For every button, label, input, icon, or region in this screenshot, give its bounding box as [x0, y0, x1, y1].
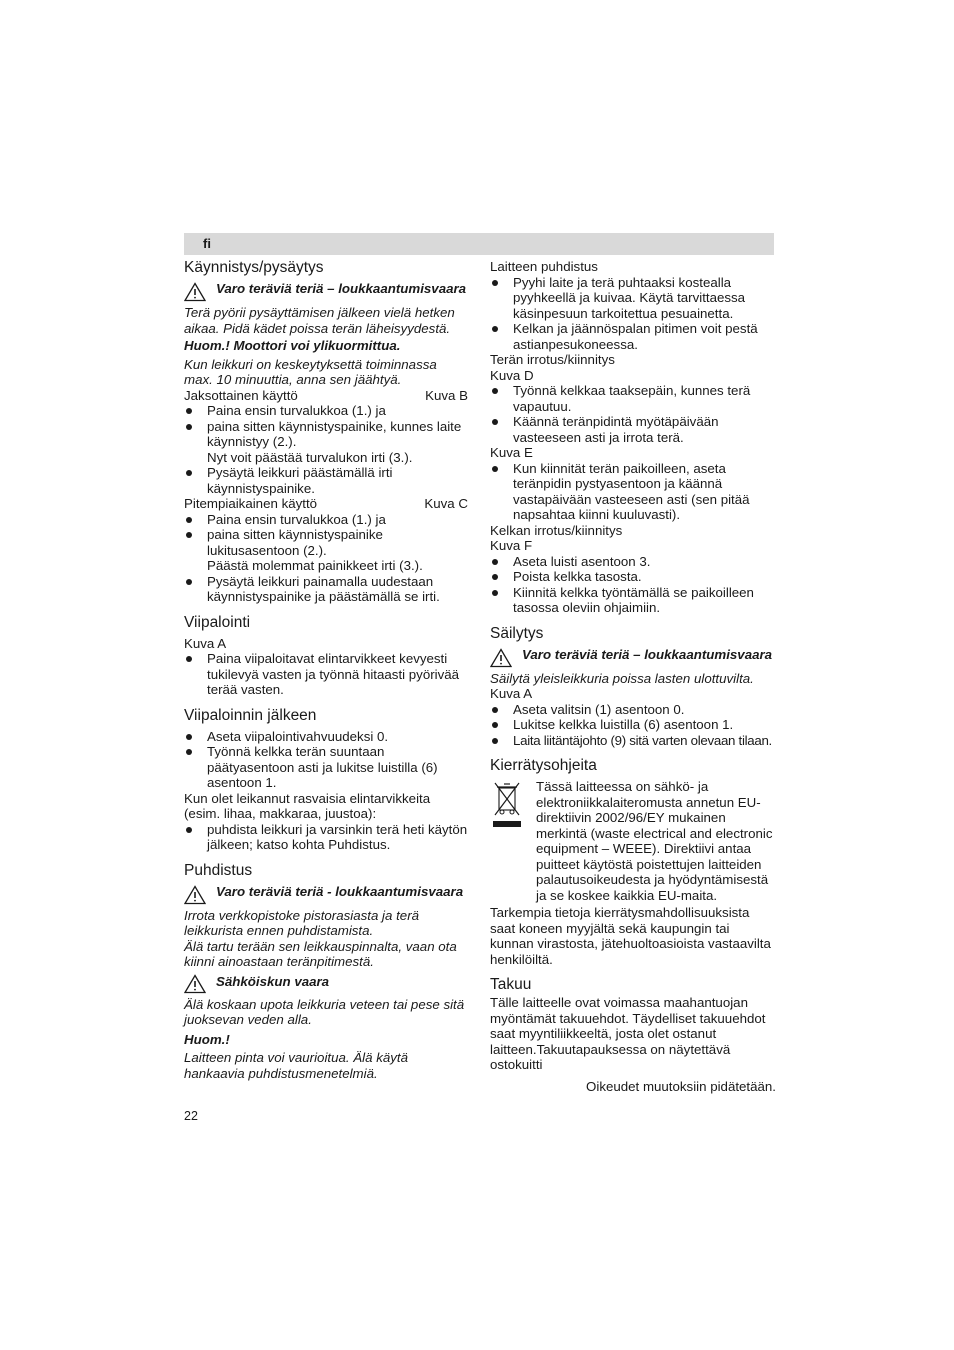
motor-text: Kun leikkuri on keskeytyksettä toiminnassa max. 10 minuuttia, anna sen jäähtyä. — [184, 356, 437, 387]
blade-title: Terän irrotus/kiinnitys — [490, 352, 615, 367]
shock-text: Älä koskaan upota leikkuria veteen tai pese sitä juoksevan veden alla. — [184, 996, 465, 1027]
list-item: paina sitten käynnistyspainike, kunnes laite käynnistyy (2.). Nyt voit päästää turvalukon irti (3.). — [184, 419, 468, 466]
list-item: Aseta viipalointivahvuudeksi 0. — [184, 729, 468, 745]
after-list-2 — [184, 822, 468, 853]
clean-title: Puhdistus — [184, 861, 253, 879]
warning-triangle-icon — [490, 648, 512, 668]
start-warning: Varo teräviä teriä – loukkaantumisvaara — [184, 281, 468, 302]
long-header: Pitempiaikainen käyttö Kuva C — [184, 496, 468, 511]
intermittent-header: Jaksottainen käyttö Kuva B — [184, 387, 468, 403]
list-item: Aseta valitsin (1) asentoon 0. — [490, 702, 776, 718]
recycle-block — [490, 779, 776, 903]
slicing-list — [184, 651, 468, 698]
device-clean-list — [490, 275, 776, 353]
after-list — [184, 729, 468, 791]
long-list — [184, 512, 468, 605]
blade-fig-d: Kuva D — [490, 367, 534, 383]
slicing-title: Viipalointi — [184, 613, 251, 631]
warning-triangle-icon — [184, 282, 206, 302]
right-column — [490, 259, 776, 1094]
list-item: paina sitten käynnistyspainike lukitusasentoon (2.). Päästä molemmat painikkeet irti (3.). — [184, 527, 468, 574]
rights-note: Oikeudet muutoksiin pidätetään. — [586, 1078, 776, 1094]
language-bar — [184, 233, 774, 255]
after-text: Kun olet leikannut rasvaisia elintarvikkeita (esim. lihaa, makkaraa, juustoa): — [184, 790, 431, 821]
warranty-title: Takuu — [490, 976, 532, 993]
recycle-text: Tässä laitteessa on sähkö- ja elektroniikkalaiteromusta annetun EU-direktiivin 2002/96/EY mukainen merkintä (waste electrical and electronic equipment – WEEE). Direktiivi antaa puitteet käytöstä poistettujen laitteiden palautusoikeudesta ja hyödyntämisestä ja se koskee kaikkia EU-maita. — [536, 779, 773, 903]
note-title: Huom.! — [184, 1031, 230, 1047]
crossed-bin-icon — [490, 779, 524, 829]
list-item: Kelkan ja jäännöspalan pitimen voit pestä astianpesukoneessa. — [490, 321, 776, 352]
list-item: Pyyhi laite ja terä puhtaaksi kostealla pyyhkeellä ja kuivaa. Käytä tarvittaessa käsinpesuun tarkoitettua pesuainetta. — [490, 275, 776, 322]
start-title: Käynnistys/pysäytys — [184, 259, 324, 276]
list-item: Pysäytä leikkuri päästämällä irti käynnistyspainike. — [184, 465, 468, 496]
list-item: Kun kiinnität terän paikoilleen, aseta teränpidin pystyasentoon ja käännä vastapäivään vasteeseen asti (sen pitää napsahtaa kiinni kuuluvasti). — [490, 461, 776, 523]
warning-triangle-icon — [184, 885, 206, 905]
list-item: Käännä teränpidintä myötäpäivään vasteeseen asti ja irrota terä. — [490, 414, 776, 445]
blade-list — [490, 383, 776, 445]
language-code: fi — [203, 236, 211, 251]
start-warning-text: Terä pyörii pysäyttämisen jälkeen vielä hetken aikaa. Pidä kädet poissa terän läheisyydestä. — [184, 305, 455, 336]
shock-warning: Sähköiskun vaara — [184, 973, 468, 994]
after-title: Viipaloinnin jälkeen — [184, 706, 317, 724]
list-item: Työnnä kelkka terän suuntaan päätyasentoon asti ja lukitse luistilla (6) asentoon 1. — [184, 744, 468, 791]
slicing-fig: Kuva A — [184, 635, 227, 651]
list-item: Työnnä kelkkaa taaksepäin, kunnes terä vapautuu. — [490, 383, 776, 414]
carriage-fig: Kuva F — [490, 538, 533, 553]
clean-warning: Varo teräviä teriä - loukkaantumisvaara — [184, 884, 468, 905]
list-item: Aseta luisti asentoon 3. — [490, 554, 776, 570]
list-item: Paina ensin turvalukkoa (1.) ja — [184, 403, 468, 419]
clean-text-2: Älä tartu terään sen leikkauspinnalta, vaan ota kiinni ainoastaan teränpitimestä. — [184, 938, 457, 969]
storage-fig: Kuva A — [490, 686, 533, 701]
page-number: 22 — [184, 1109, 198, 1123]
list-item: Lukitse kelkka luistilla (6) asentoon 1. — [490, 717, 776, 733]
carriage-list — [490, 554, 776, 616]
storage-text: Säilytä yleisleikkuria poissa lasten ulottuvilta. — [490, 670, 754, 686]
list-item: Paina viipaloitavat elintarvikkeet kevyesti tukilevyä vasten ja työnnä hitaasti pyörivää terää vasten. — [184, 651, 468, 698]
motor-note: Huom.! Moottori voi ylikuormittua. — [184, 338, 401, 353]
warranty-text: Tälle laitteelle ovat voimassa maahantuojan myöntämät takuuehdot. Täydelliset takuuehdot saat myyntiliikkeeltä, josta olet ostanut laitteen.Takuutapauksessa on näytettävä ostokuitti — [490, 995, 766, 1072]
list-item: Paina ensin turvalukkoa (1.) ja — [184, 512, 468, 528]
blade-list-2 — [490, 461, 776, 523]
recycle-title: Kierrätysohjeita — [490, 757, 597, 774]
intermittent-list — [184, 403, 468, 496]
list-item: Poista kelkka tasosta. — [490, 569, 776, 585]
carriage-title: Kelkan irrotus/kiinnitys — [490, 522, 623, 538]
list-item: Pysäytä leikkuri painamalla uudestaan käynnistyspainike ja päästämällä se irti. — [184, 574, 468, 605]
storage-list — [490, 702, 776, 749]
recycle-more: Tarkempia tietoja kierrätysmahdollisuuksista saat koneen myyjältä sekä kaupungin tai kunnan virastosta, jätehuoltoasioista vastaavilta henkilöiltä. — [490, 905, 771, 967]
list-item: Kiinnitä kelkka työntämällä se paikoilleen tasossa oleviin ohjaimiin. — [490, 585, 776, 616]
device-clean-title: Laitteen puhdistus — [490, 259, 598, 274]
left-column — [184, 259, 468, 1081]
list-item: puhdista leikkuri ja varsinkin terä heti käytön jälkeen; katso kohta Puhdistus. — [184, 822, 468, 853]
storage-warning: Varo teräviä teriä – loukkaantumisvaara — [490, 647, 776, 668]
warning-triangle-icon — [184, 974, 206, 994]
storage-title: Säilytys — [490, 624, 544, 642]
list-item: Laita liitäntäjohto (9) sitä varten olevaan tilaan. — [490, 733, 776, 749]
clean-text-1: Irrota verkkopistoke pistorasiasta ja terä leikkurista ennen puhdistamista. — [184, 907, 420, 938]
note-text: Laitteen pinta voi vaurioitua. Älä käytä hankaavia puhdistusmenetelmiä. — [184, 1050, 408, 1081]
blade-fig-e: Kuva E — [490, 445, 533, 460]
